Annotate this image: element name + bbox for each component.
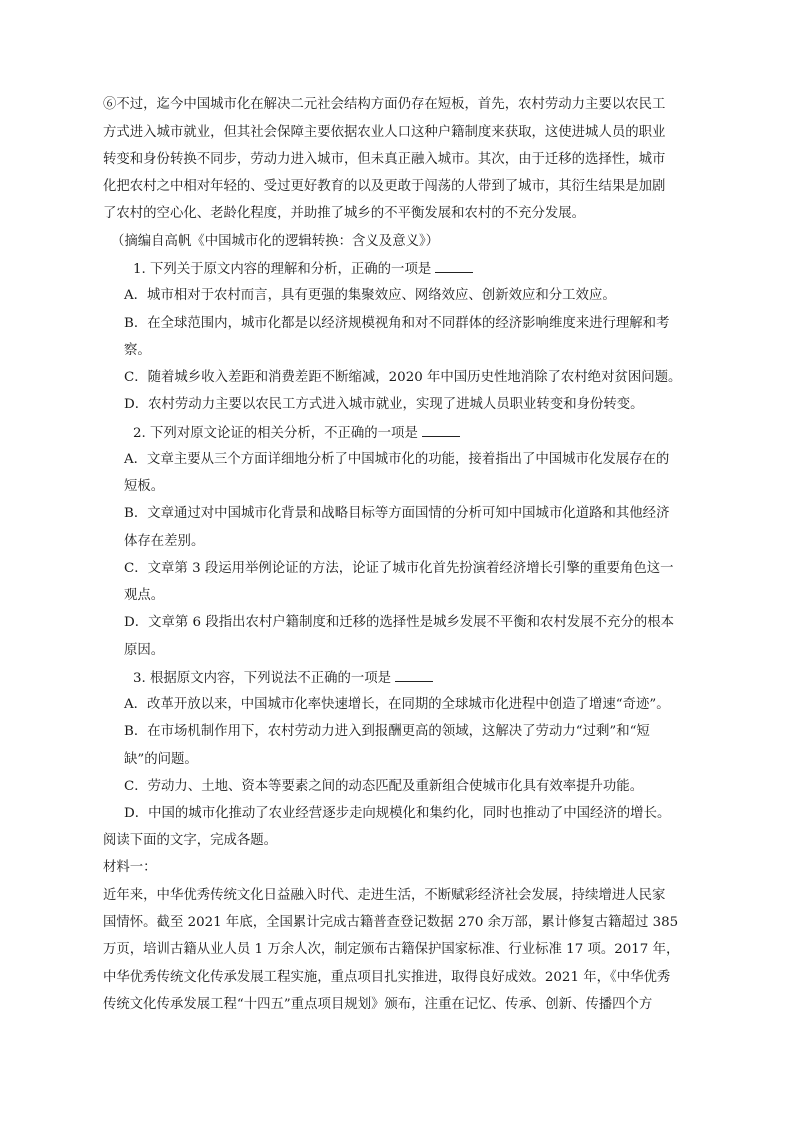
question-1-stem: 1. 下列关于原文内容的理解和分析，正确的一项是 <box>133 259 473 280</box>
q3-option-b-cont: 缺”的问题。 <box>124 752 198 767</box>
material-line: 国情怀。截至 2021 年底，全国累计完成古籍普查登记数据 270 余万部，累计修复古籍超过 385 <box>103 915 679 930</box>
passage-line: ⑥不过，迄今中国城市化在解决二元社会结构方面仍存在短板，首先，农村劳动力主要以农民工 <box>103 97 666 112</box>
passage-line: 方式进入城市就业，但其社会保障主要依据农业人口这种户籍制度来获取，这使进城人员的职业 <box>103 125 666 140</box>
q2-option-d: D．文章第 6 段指出农村户籍制度和迁移的选择性是城乡发展不平衡和农村发展不充分的根本 <box>124 615 674 630</box>
q2-option-b-cont: 体存在差别。 <box>124 534 205 549</box>
answer-blank[interactable] <box>435 259 473 273</box>
material-line: 万页，培训古籍从业人员 1 万余人次，制定颁布古籍保护国家标准、行业标准 17 项。2017 年， <box>103 942 680 957</box>
passage-line: 了农村的空心化、老龄化程度，并助推了城乡的不平衡发展和农村的不充分发展。 <box>103 206 586 221</box>
q2-option-d-cont: 原因。 <box>124 643 165 658</box>
material-line: 近年来，中华优秀传统文化日益融入时代、走进生活，不断赋彩经济社会发展，持续增进人民家 <box>103 888 666 903</box>
source-citation: （摘编自高帆《中国城市化的逻辑转换：含义及意义》） <box>111 234 440 249</box>
passage-line: 转变和身份转换不同步，劳动力进入城市，但未真正融入城市。其次，由于迁移的选择性，城市 <box>103 152 666 167</box>
question-2-stem: 2. 下列对原文论证的相关分析，不正确的一项是 <box>133 423 460 444</box>
q3-option-b: B．在市场机制作用下，农村劳动力进入到报酬更高的领域，这解决了劳动力“过剩”和“短 <box>124 724 650 739</box>
material-label: 材料一： <box>103 860 157 875</box>
q1-option-d: D．农村劳动力主要以农民工方式进入城市就业，实现了进城人员职业转变和身份转变。 <box>124 397 644 412</box>
answer-blank[interactable] <box>422 423 460 437</box>
q2-option-a: A．文章主要从三个方面详细地分析了中国城市化的功能，接着指出了中国城市化发展存在的 <box>124 452 670 467</box>
question-3-stem: 3. 根据原文内容，下列说法不正确的一项是 <box>133 668 433 689</box>
q3-option-a: A．改革开放以来，中国城市化率快速增长，在同期的全球城市化进程中创造了增速“奇迹”。 <box>124 697 670 712</box>
q1-option-b-cont: 察。 <box>124 343 151 358</box>
q3-option-d: D．中国的城市化推动了农业经营逐步走向规模化和集约化，同时也推动了中国经济的增长。 <box>124 806 671 821</box>
q1-option-b: B．在全球范围内，城市化都是以经济规模视角和对不同群体的经济影响维度来进行理解和考 <box>124 316 670 331</box>
q1-option-c: C．随着城乡收入差距和消费差距不断缩减，2020 年中国历史性地消除了农村绝对贫困问题。 <box>124 370 682 385</box>
answer-blank[interactable] <box>395 668 433 682</box>
material-line: 传统文化传承发展工程“十四五”重点项目规划》颁布，注重在记忆、传承、创新、传播四个方 <box>103 997 653 1012</box>
q3-option-c: C．劳动力、土地、资本等要素之间的动态匹配及重新组合使城市化具有效率提升功能。 <box>124 779 644 794</box>
q2-option-c: C．文章第 3 段运用举例论证的方法，论证了城市化首先扮演着经济增长引擎的重要角色这一 <box>124 561 674 576</box>
q1-option-a: A．城市相对于农村而言，具有更强的集聚效应、网络效应、创新效应和分工效应。 <box>124 288 616 303</box>
q2-option-a-cont: 短板。 <box>124 479 165 494</box>
q2-option-b: B．文章通过对中国城市化背景和战略目标等方面国情的分析可知中国城市化道路和其他经济 <box>124 506 670 521</box>
reading-instruction: 阅读下面的文字，完成各题。 <box>103 833 278 848</box>
passage-line: 化把农村之中相对年轻的、受过更好教育的以及更敢于闯荡的人带到了城市，其衍生结果是加剧 <box>103 179 666 194</box>
q2-option-c-cont: 观点。 <box>124 588 165 603</box>
material-line: 中华优秀传统文化传承发展工程实施，重点项目扎实推进，取得良好成效。2021 年，《中华优秀 <box>103 970 671 985</box>
